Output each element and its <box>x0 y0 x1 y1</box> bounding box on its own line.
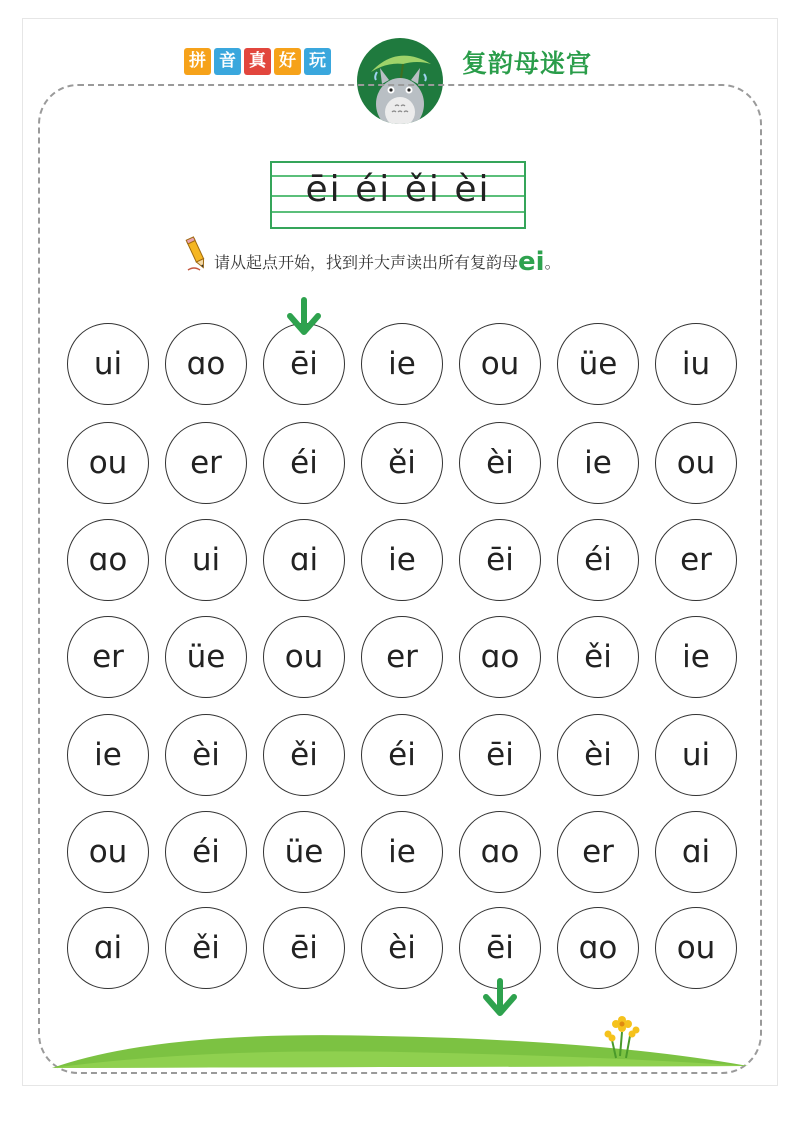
maze-cell: er <box>67 616 149 698</box>
maze-cell: éi <box>557 519 639 601</box>
maze-cell: er <box>655 519 737 601</box>
maze-cell: ie <box>361 519 443 601</box>
maze-cell: ou <box>67 811 149 893</box>
maze-cell: èi <box>165 714 247 796</box>
maze-cell: ēi <box>263 907 345 989</box>
maze-cell: ɑo <box>165 323 247 405</box>
maze-cell: ie <box>361 323 443 405</box>
maze-cell: èi <box>459 422 541 504</box>
end-arrow-icon <box>480 977 520 1019</box>
maze-cell: èi <box>361 907 443 989</box>
maze-cell: ui <box>655 714 737 796</box>
header-tag: 真 <box>244 48 271 75</box>
maze-cell: èi <box>557 714 639 796</box>
maze-cell: ěi <box>165 907 247 989</box>
start-arrow-icon <box>284 296 324 338</box>
maze-cell: ou <box>459 323 541 405</box>
maze-cell: ɑo <box>557 907 639 989</box>
maze-cell: er <box>165 422 247 504</box>
maze-cell: ɑo <box>459 616 541 698</box>
maze-cell: ēi <box>263 323 345 405</box>
maze-cell: ou <box>67 422 149 504</box>
maze-cell: ie <box>655 616 737 698</box>
instruction-emphasis: ei <box>518 247 545 277</box>
instruction-text: 请从起点开始，找到并大声读出所有复韵母 <box>214 253 519 272</box>
maze-cell: er <box>557 811 639 893</box>
maze-cell: er <box>361 616 443 698</box>
instruction-end: 。 <box>544 253 561 272</box>
maze-cell: ou <box>655 422 737 504</box>
maze-cell: ɑi <box>655 811 737 893</box>
maze-cell: ěi <box>557 616 639 698</box>
header-tag: 音 <box>214 48 241 75</box>
maze-cell: ēi <box>459 907 541 989</box>
maze-cell: üe <box>263 811 345 893</box>
maze-cell: ɑo <box>459 811 541 893</box>
maze-cell: ou <box>655 907 737 989</box>
maze-cell: ɑo <box>67 519 149 601</box>
header-tag: 拼 <box>184 48 211 75</box>
maze-cell: üe <box>165 616 247 698</box>
maze-cell: ēi <box>459 519 541 601</box>
pinyin-tones-text: ēi éi ěi èi <box>305 169 491 210</box>
maze-cell: ui <box>67 323 149 405</box>
maze-cell: ou <box>263 616 345 698</box>
maze-cell: ɑi <box>263 519 345 601</box>
maze-cell: éi <box>263 422 345 504</box>
page-title: 复韵母迷宫 <box>462 49 593 78</box>
maze-cell: ēi <box>459 714 541 796</box>
maze-cell: iu <box>655 323 737 405</box>
header-tag: 玩 <box>304 48 331 75</box>
maze-cell: ui <box>165 519 247 601</box>
maze-cell: üe <box>557 323 639 405</box>
maze-cell: éi <box>165 811 247 893</box>
maze-cell: ie <box>67 714 149 796</box>
maze-cell: ie <box>361 811 443 893</box>
maze-cell: ěi <box>263 714 345 796</box>
maze-cell: éi <box>361 714 443 796</box>
maze-cell: ie <box>557 422 639 504</box>
header-tag: 好 <box>274 48 301 75</box>
maze-cell: ɑi <box>67 907 149 989</box>
maze-cell: ěi <box>361 422 443 504</box>
